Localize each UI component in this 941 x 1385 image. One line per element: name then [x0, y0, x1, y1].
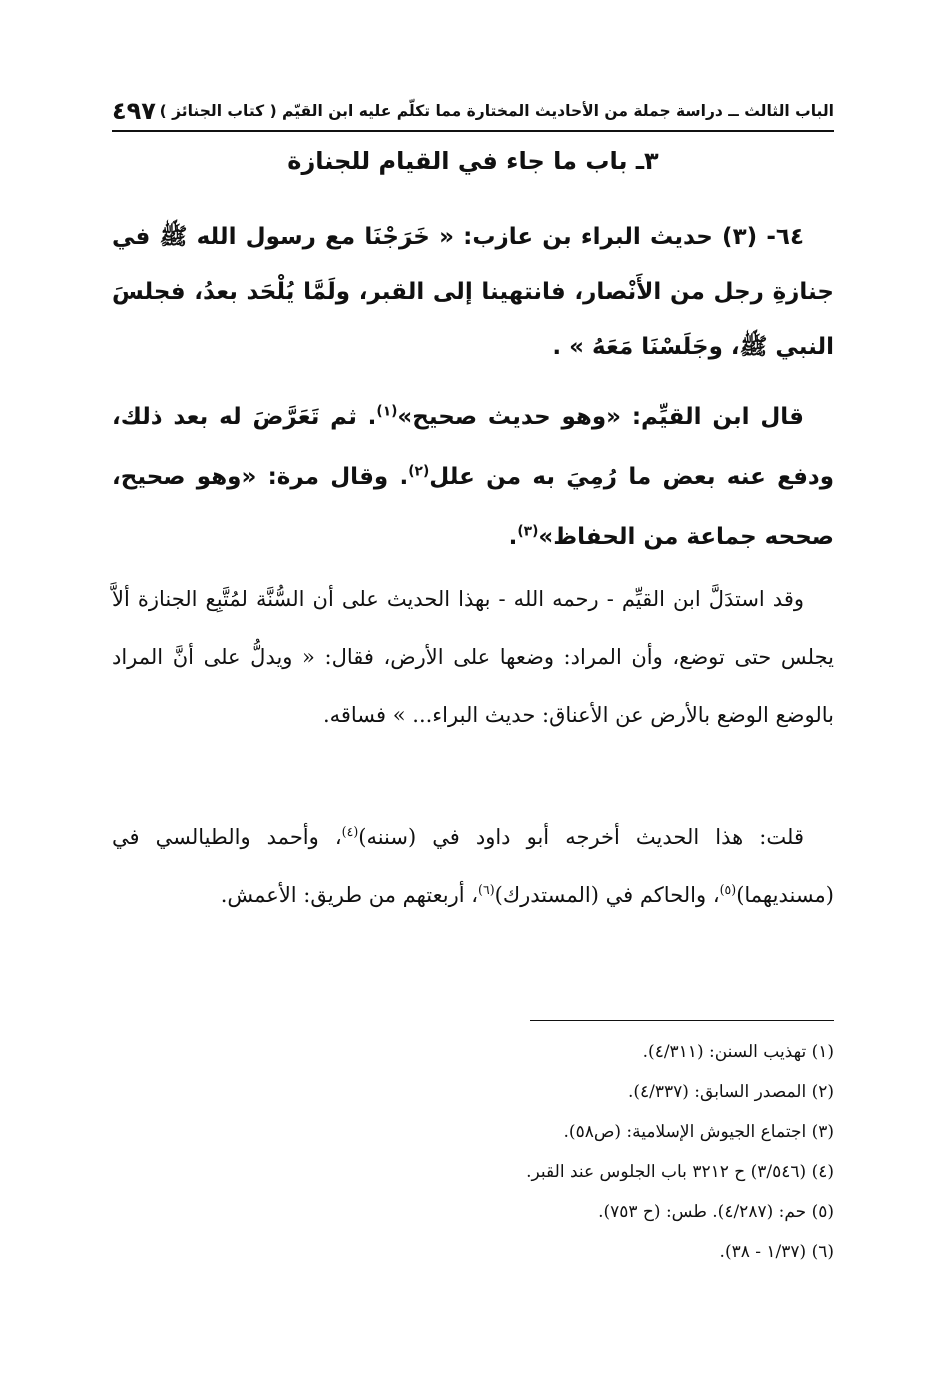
takhrij-text-3: ، والحاكم في (المستدرك)	[494, 883, 720, 907]
footnote-5: (٥) حم: (٤/٢٨٧). طس: (ح ٧٥٣).	[598, 1202, 834, 1222]
page-number: ٤٩٧	[112, 97, 156, 125]
footnote-ref-6[interactable]: (٦)	[478, 882, 495, 897]
footnote-rule	[530, 1020, 834, 1021]
ibn-qayyim-paragraph	[112, 387, 834, 567]
footnote-4: (٤) (٣/٥٤٦) ح ٣٢١٢ باب الجلوس عند القبر.	[526, 1162, 834, 1182]
footnote-ref-3[interactable]: (٣)	[517, 523, 539, 540]
hadith-paragraph: ٦٤- (٣) حديث البراء بن عازب: « خَرَجْنَا مع رسول الله ﷺ في جنازةِ رجل من الأَنْصار، فانتهينا إلى القبر، ولَمَّا يُلْحَد بعدُ، فجلسَ النبي ﷺ، وجَلَسْنَا مَعَهُ » .	[112, 224, 834, 360]
footnote-ref-1[interactable]: (١)	[376, 403, 398, 420]
takhrij-text-4: ، أربعتهم من طريق: الأعمش.	[220, 883, 479, 907]
footnotes-list	[112, 1032, 834, 1272]
ibn-text-3: . وقال مرة: «وهو صحيح، صححه جماعة من الحفاظ»	[112, 464, 834, 550]
footnote-ref-5[interactable]: (٥)	[719, 882, 737, 897]
running-title: الباب الثالث ــ دراسة جملة من الأحاديث المختارة مما تكلّم عليه ابن القيّم ( كتاب الجنائز )	[159, 102, 834, 120]
footnote-ref-4[interactable]: (٤)	[341, 824, 359, 839]
chapter-title: ٣ـ باب ما جاء في القيام للجنازة	[287, 147, 659, 175]
page-header	[112, 94, 834, 128]
footnote-6: (٦) (١/٣٧ - ٣٨).	[719, 1242, 834, 1262]
footnote-ref-2[interactable]: (٢)	[408, 463, 430, 480]
takhrij-text-2: ، وأحمد والطيالسي في (مسنديهما)	[112, 825, 834, 907]
footnote-3: (٣) اجتماع الجيوش الإسلامية: (ص٥٨).	[563, 1122, 834, 1142]
takhrij-paragraph	[112, 808, 834, 924]
footnote-2: (٢) المصدر السابق: (٤/٣٣٧).	[627, 1082, 834, 1102]
header-rule	[112, 130, 834, 132]
ibn-text-1: قال ابن القيِّم: «وهو حديث صحيح»	[397, 404, 804, 430]
ibn-text-2: . ثم تَعَرَّضَ له بعد ذلك، ودفع عنه بعض ما رُمِيَ به من علل	[112, 404, 834, 490]
takhrij-text-1: قلت: هذا الحديث أخرجه أبو داود في (سننه)	[358, 825, 804, 849]
footnote-1: (١) تهذيب السنن: (٤/٣١١).	[642, 1042, 834, 1062]
commentary-paragraph: وقد استدَلَّ ابن القيِّم - رحمه الله - بهذا الحديث على أن السُّنَّة لمُتَّبِع الجنازة ألاَّ يجلس حتى توضع، وأن المراد: وضعها على الأرض، فقال: « ويدلُّ على أنَّ المراد بالوضع الوضع بالأرض عن الأعناق: حديث البراء... » فساقه.	[112, 587, 834, 727]
ibn-text-4: .	[508, 524, 518, 550]
